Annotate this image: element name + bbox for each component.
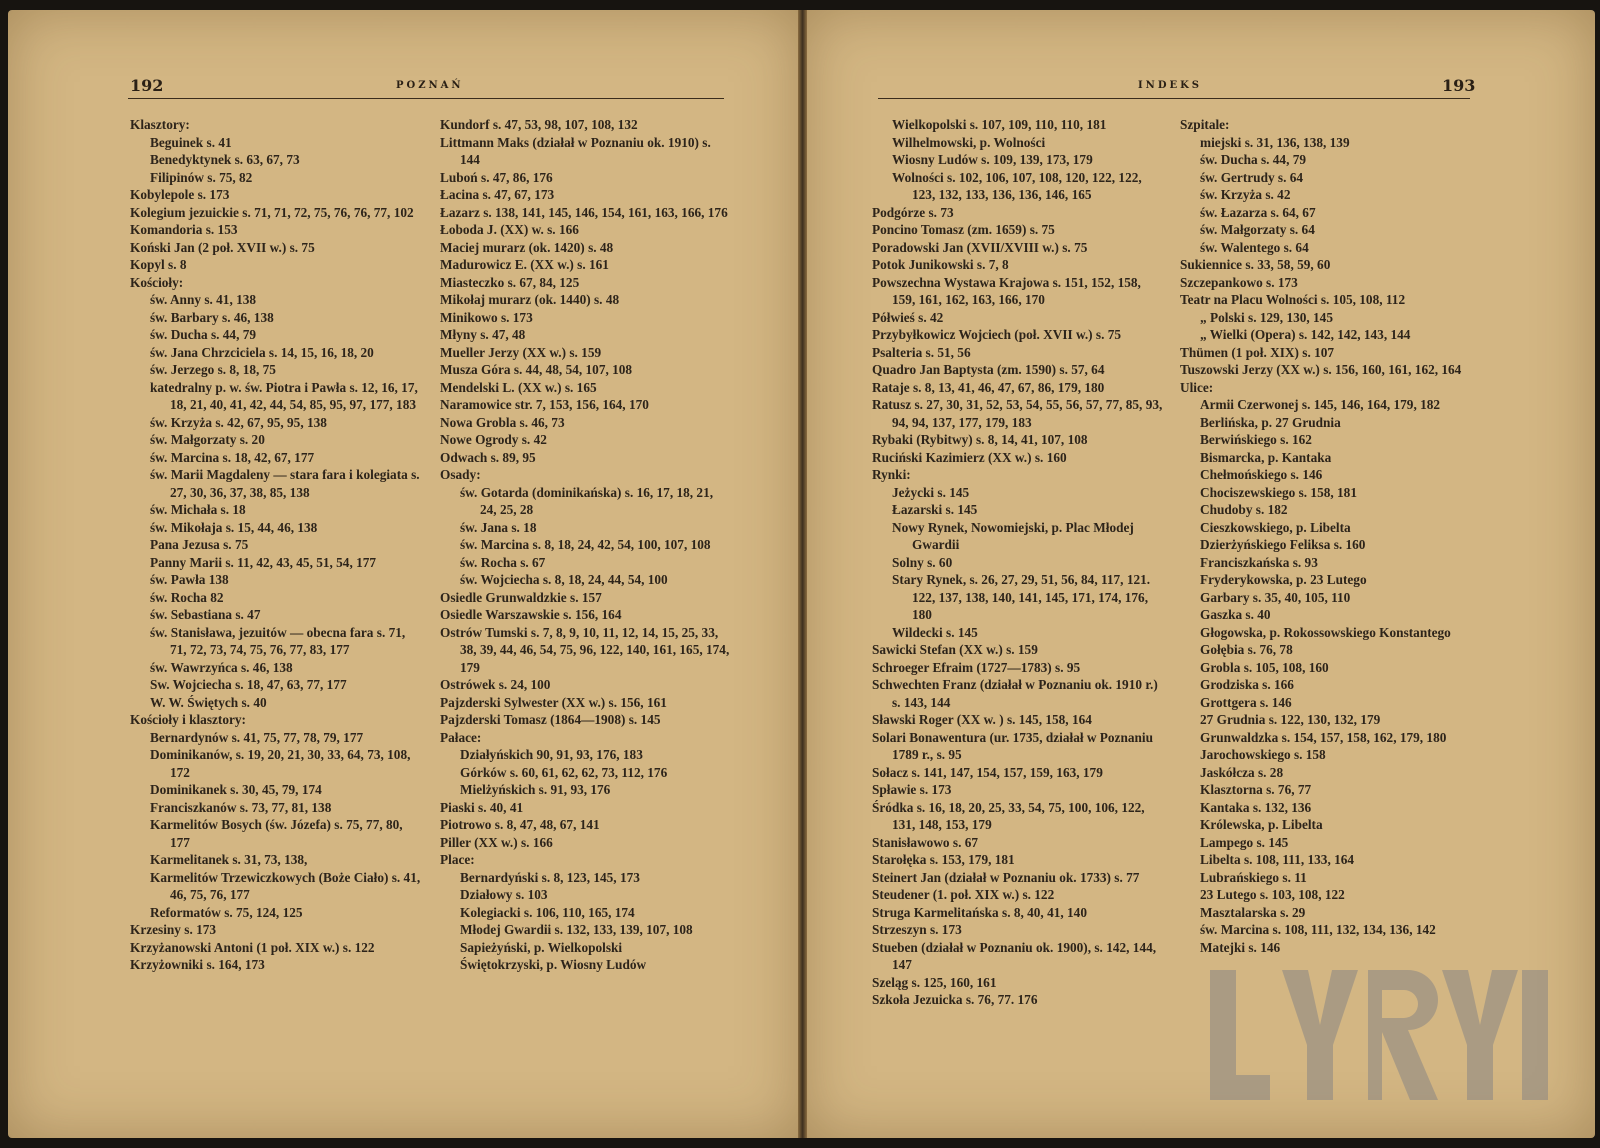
index-entry: Teatr na Placu Wolności s. 105, 108, 112: [1180, 292, 1406, 307]
index-entry: Piller (XX w.) s. 166: [440, 834, 553, 850]
index-subentry: Wildecki s. 145: [892, 624, 978, 640]
index-entry: Spławie s. 173: [872, 782, 952, 797]
book-gutter: [798, 10, 807, 1138]
index-subentry: św. Łazarza s. 64, 67: [1200, 204, 1316, 220]
right-page-number: 193: [1442, 76, 1476, 95]
index-entry: Sukiennice s. 33, 58, 59, 60: [1180, 257, 1331, 272]
index-subentry: św. Gertrudy s. 64: [1200, 169, 1304, 185]
index-entry: Sławski Roger (XX w. ) s. 145, 158, 164: [872, 712, 1092, 727]
index-entry: Szkoła Jezuicka s. 76, 77. 176: [872, 992, 1038, 1007]
index-entry: Poradowski Jan (XVII/XVIII w.) s. 75: [872, 239, 1088, 255]
index-entry: Solari Bonawentura (ur. 1735, działał w Poznaniu 1789 r., s. 95: [872, 729, 1153, 762]
index-subentry: Gaszka s. 40: [1200, 607, 1271, 622]
index-entry: Struga Karmelitańska s. 8, 40, 41, 140: [872, 904, 1087, 920]
index-entry: Pałace:: [440, 729, 482, 745]
index-subentry: Grodziska s. 166: [1200, 677, 1294, 692]
index-subentry: Jaskółcza s. 28: [1200, 764, 1284, 780]
index-subentry: Sw. Wojciecha s. 18, 47, 63, 77, 177: [150, 677, 347, 692]
index-subentry: św. Wojciecha s. 8, 18, 24, 44, 54, 100: [460, 572, 668, 587]
left-index-column-1: [130, 116, 422, 974]
index-subentry: Lubrańskiego s. 11: [1200, 869, 1307, 885]
index-subentry: Jeżycki s. 145: [892, 484, 970, 500]
index-subentry: Filipinów s. 75, 82: [150, 169, 253, 185]
index-subentry: W. W. Świętych s. 40: [150, 694, 267, 710]
index-entry: Littmann Maks (działał w Poznaniu ok. 1910) s. 144: [440, 134, 711, 167]
index-entry: Miasteczko s. 67, 84, 125: [440, 274, 580, 290]
index-entry: Ostrówek s. 24, 100: [440, 677, 551, 692]
index-subentry: Armii Czerwonej s. 145, 146, 164, 179, 182: [1200, 397, 1441, 412]
index-subentry: Bismarcka, p. Kantaka: [1200, 449, 1332, 465]
index-entry: Krzyżowniki s. 164, 173: [130, 957, 265, 972]
index-entry: Tuszowski Jerzy (XX w.) s. 156, 160, 161, 162, 164: [1180, 362, 1462, 377]
index-subentry: Lampego s. 145: [1200, 834, 1289, 850]
index-subentry: Świętokrzyski, p. Wiosny Ludów: [460, 957, 647, 972]
index-entry: Komandoria s. 153: [130, 222, 238, 237]
index-entry: Naramowice str. 7, 153, 156, 164, 170: [440, 397, 649, 412]
index-subentry: św. Pawła 138: [150, 572, 229, 587]
index-subentry: św. Rocha 82: [150, 589, 224, 605]
index-entry: Rybaki (Rybitwy) s. 8, 14, 41, 107, 108: [872, 432, 1088, 447]
index-entry: Ulice:: [1180, 379, 1214, 395]
index-entry: Rynki:: [872, 467, 911, 482]
index-subentry: Działowy s. 103: [460, 887, 548, 902]
index-entry: Szpitale:: [1180, 117, 1230, 132]
index-entry: Przybyłkowicz Wojciech (poł. XVII w.) s. 75: [872, 327, 1122, 342]
index-entry: Schwechten Franz (działał w Poznaniu ok. 1910 r.) s. 143, 144: [872, 677, 1158, 710]
index-entry: Odwach s. 89, 95: [440, 449, 536, 465]
index-entry: Psalteria s. 51, 56: [872, 344, 971, 360]
index-entry: Mikołaj murarz (ok. 1440) s. 48: [440, 292, 620, 307]
index-subentry: Górków s. 60, 61, 62, 62, 73, 112, 176: [460, 764, 668, 780]
index-subentry: św. Małgorzaty s. 20: [150, 432, 265, 447]
index-entry: Kościoły:: [130, 274, 184, 290]
index-entry: Łacina s. 47, 67, 173: [440, 187, 555, 202]
index-subentry: Sapieżyński, p. Wielkopolski: [460, 939, 623, 955]
index-entry: Madurowicz E. (XX w.) s. 161: [440, 257, 609, 272]
index-subentry: Masztalarska s. 29: [1200, 904, 1306, 920]
index-entry: Klasztory:: [130, 117, 190, 132]
index-subentry: Grottgera s. 146: [1200, 694, 1292, 710]
index-entry: Krzyżanowski Antoni (1 poł. XIX w.) s. 122: [130, 939, 375, 955]
index-entry: Szczepankowo s. 173: [1180, 274, 1298, 290]
right-index-column-1: [872, 116, 1164, 1009]
index-subentry: Fryderykowska, p. 23 Lutego: [1200, 572, 1367, 587]
index-subentry: Działyńskich 90, 91, 93, 176, 183: [460, 747, 643, 762]
index-entry: Minikowo s. 173: [440, 309, 533, 325]
right-index-column-2: [1180, 116, 1472, 956]
index-entry: Śródka s. 16, 18, 20, 25, 33, 54, 75, 100, 106, 122, 131, 148, 153, 179: [872, 799, 1145, 832]
index-entry: Osady:: [440, 467, 481, 482]
index-subentry: Królewska, p. Libelta: [1200, 817, 1323, 832]
index-subentry: św. Ducha s. 44, 79: [150, 327, 257, 342]
index-entry: Ratusz s. 27, 30, 31, 52, 53, 54, 55, 56, 57, 77, 85, 93, 94, 94, 137, 177, 179, 183: [872, 397, 1163, 430]
index-entry: Kościoły i klasztory:: [130, 712, 246, 727]
left-header-rule: [128, 98, 724, 99]
index-entry: Strzeszyn s. 173: [872, 922, 962, 937]
index-subentry: Benedyktynek s. 63, 67, 73: [150, 152, 300, 167]
index-subentry: Beguinek s. 41: [150, 134, 232, 150]
index-entry: Koński Jan (2 poł. XVII w.) s. 75: [130, 239, 315, 255]
index-entry: Ostrów Tumski s. 7, 8, 9, 10, 11, 12, 14, 15, 25, 33, 38, 39, 44, 46, 54, 75, 96, 122, 140, 161, 165, 174, 179: [440, 624, 730, 675]
index-subentry: Bernardyński s. 8, 123, 145, 173: [460, 869, 640, 885]
index-subentry: miejski s. 31, 136, 138, 139: [1200, 134, 1350, 150]
index-entry: Krzesiny s. 173: [130, 922, 217, 937]
index-subentry: św. Marcina s. 108, 111, 132, 134, 136, 142: [1200, 922, 1436, 937]
index-subentry: św. Barbary s. 46, 138: [150, 309, 274, 325]
index-subentry: 23 Lutego s. 103, 108, 122: [1200, 887, 1345, 902]
index-subentry: Chociszewskiego s. 158, 181: [1200, 484, 1357, 500]
index-entry: Szeląg s. 125, 160, 161: [872, 974, 997, 990]
index-subentry: Reformatów s. 75, 124, 125: [150, 904, 303, 920]
index-entry: Pajzderski Tomasz (1864—1908) s. 145: [440, 712, 661, 727]
index-subentry: „ Polski s. 129, 130, 145: [1200, 309, 1333, 325]
index-subentry: Gołębia s. 76, 78: [1200, 642, 1293, 657]
index-entry: Półwieś s. 42: [872, 309, 944, 325]
index-entry: Nowe Ogrody s. 42: [440, 432, 547, 447]
index-subentry: Garbary s. 35, 40, 105, 110: [1200, 589, 1351, 605]
index-entry: Osiedle Grunwaldzkie s. 157: [440, 589, 602, 605]
index-subentry: Kolegiacki s. 106, 110, 165, 174: [460, 904, 635, 920]
index-subentry: Mielżyńskich s. 91, 93, 176: [460, 782, 611, 797]
index-subentry: św. Wawrzyńca s. 46, 138: [150, 659, 293, 675]
index-subentry: Karmelitów Trzewiczkowych (Boże Ciało) s. 41, 46, 75, 76, 177: [150, 869, 421, 902]
index-entry: Powszechna Wystawa Krajowa s. 151, 152, 158, 159, 161, 162, 163, 166, 170: [872, 274, 1141, 307]
index-entry: Sawicki Stefan (XX w.) s. 159: [872, 642, 1038, 657]
index-subentry: Wiosny Ludów s. 109, 139, 173, 179: [892, 152, 1093, 167]
index-subentry: Karmelitanek s. 31, 73, 138,: [150, 852, 308, 867]
index-subentry: Dzierżyńskiego Feliksa s. 160: [1200, 537, 1366, 552]
left-running-head: POZNAŃ: [396, 80, 464, 91]
index-subentry: św. Stanisława, jezuitów — obecna fara s. 71, 71, 72, 73, 74, 75, 76, 77, 83, 177: [150, 624, 406, 657]
index-entry: Sołacz s. 141, 147, 154, 157, 159, 163, 179: [872, 764, 1103, 780]
watermark-logo: [1210, 955, 1550, 1110]
index-subentry: Wilhelmowski, p. Wolności: [892, 134, 1046, 150]
index-subentry: Franciszkanów s. 73, 77, 81, 138: [150, 799, 332, 815]
index-entry: Luboń s. 47, 86, 176: [440, 169, 553, 185]
index-subentry: Franciszkańska s. 93: [1200, 554, 1318, 570]
index-entry: Osiedle Warszawskie s. 156, 164: [440, 607, 622, 622]
index-subentry: Grunwaldzka s. 154, 157, 158, 162, 179, 180: [1200, 729, 1447, 745]
index-subentry: „ Wielki (Opera) s. 142, 142, 143, 144: [1200, 327, 1411, 342]
index-subentry: św. Walentego s. 64: [1200, 239, 1309, 255]
index-subentry: Stary Rynek, s. 26, 27, 29, 51, 56, 84, 117, 121. 122, 137, 138, 140, 141, 145, 171, 174, 176, 180: [892, 572, 1151, 622]
index-subentry: Jarochowskiego s. 158: [1200, 747, 1326, 762]
index-entry: Młyny s. 47, 48: [440, 327, 526, 342]
index-entry: Starołęka s. 153, 179, 181: [872, 852, 1015, 867]
index-entry: Mueller Jerzy (XX w.) s. 159: [440, 344, 602, 360]
index-entry: Mendelski L. (XX w.) s. 165: [440, 379, 597, 395]
index-entry: Rataje s. 8, 13, 41, 46, 47, 67, 86, 179, 180: [872, 379, 1105, 395]
index-subentry: św. Małgorzaty s. 64: [1200, 222, 1315, 237]
index-subentry: św. Jana Chrzciciela s. 14, 15, 16, 18, 20: [150, 344, 374, 360]
index-entry: Łoboda J. (XX) w. s. 166: [440, 222, 579, 237]
index-subentry: Grobla s. 105, 108, 160: [1200, 659, 1329, 675]
index-subentry: Bernardynów s. 41, 75, 77, 78, 79, 177: [150, 729, 364, 745]
index-subentry: Pana Jezusa s. 75: [150, 537, 249, 552]
index-entry: Piotrowo s. 8, 47, 48, 67, 141: [440, 817, 600, 832]
index-subentry: św. Michała s. 18: [150, 502, 246, 517]
right-running-head: INDEKS: [1138, 80, 1203, 91]
index-entry: Kundorf s. 47, 53, 98, 107, 108, 132: [440, 117, 638, 132]
index-entry: Thümen (1 poł. XIX) s. 107: [1180, 344, 1335, 360]
index-subentry: św. Krzyża s. 42, 67, 95, 95, 138: [150, 414, 327, 430]
index-subentry: Libelta s. 108, 111, 133, 164: [1200, 852, 1355, 867]
index-entry: Stanisławowo s. 67: [872, 834, 979, 850]
index-entry: Kopyl s. 8: [130, 257, 187, 272]
index-subentry: św. Rocha s. 67: [460, 554, 546, 570]
index-subentry: św. Krzyża s. 42: [1200, 187, 1291, 202]
left-page-number: 192: [130, 76, 164, 95]
index-subentry: Nowy Rynek, Nowomiejski, p. Plac Młodej Gwardii: [892, 519, 1134, 552]
index-subentry: Berlińska, p. 27 Grudnia: [1200, 414, 1341, 430]
index-subentry: Chudoby s. 182: [1200, 502, 1288, 517]
index-subentry: Młodej Gwardii s. 132, 133, 139, 107, 108: [460, 922, 693, 937]
index-subentry: Solny s. 60: [892, 554, 953, 570]
index-subentry: Chełmońskiego s. 146: [1200, 467, 1323, 482]
index-entry: Pajzderski Sylwester (XX w.) s. 156, 161: [440, 694, 667, 710]
index-subentry: św. Gotarda (dominikańska) s. 16, 17, 18, 21, 24, 25, 28: [460, 484, 714, 517]
index-entry: Musza Góra s. 44, 48, 54, 107, 108: [440, 362, 633, 377]
left-index-column-2: [440, 116, 732, 974]
index-subentry: Klasztorna s. 76, 77: [1200, 782, 1312, 797]
index-subentry: św. Sebastiana s. 47: [150, 607, 261, 622]
index-subentry: Panny Marii s. 11, 42, 43, 45, 51, 54, 177: [150, 554, 377, 570]
index-subentry: Dominikanek s. 30, 45, 79, 174: [150, 782, 322, 797]
index-subentry: Wielkopolski s. 107, 109, 110, 110, 181: [892, 117, 1107, 132]
index-subentry: św. Jana s. 18: [460, 519, 537, 535]
index-subentry: św. Marii Magdaleny — stara fara i kolegiata s. 27, 30, 36, 37, 38, 85, 138: [150, 467, 420, 500]
index-subentry: Głogowska, p. Rokossowskiego Konstantego: [1200, 624, 1451, 640]
index-subentry: 27 Grudnia s. 122, 130, 132, 179: [1200, 712, 1381, 727]
index-subentry: Matejki s. 146: [1200, 939, 1281, 955]
index-entry: Nowa Grobla s. 46, 73: [440, 414, 565, 430]
index-entry: Piaski s. 40, 41: [440, 799, 524, 815]
index-subentry: Łazarski s. 145: [892, 502, 978, 517]
right-header-rule: [878, 98, 1470, 99]
index-subentry: św. Mikołaja s. 15, 44, 46, 138: [150, 519, 318, 535]
index-entry: Schroeger Efraim (1727—1783) s. 95: [872, 659, 1081, 675]
index-subentry: Kantaka s. 132, 136: [1200, 799, 1312, 815]
index-subentry: Berwińskiego s. 162: [1200, 432, 1312, 447]
index-subentry: katedralny p. w. św. Piotra i Pawła s. 12, 16, 17, 18, 21, 40, 41, 42, 44, 54, 85, 95, 97, 177, 183: [150, 379, 418, 412]
index-entry: Ruciński Kazimierz (XX w.) s. 160: [872, 449, 1067, 465]
index-entry: Place:: [440, 852, 475, 867]
index-entry: Kobylepole s. 173: [130, 187, 230, 202]
index-entry: Łazarz s. 138, 141, 145, 146, 154, 161, 163, 166, 176: [440, 204, 728, 220]
index-subentry: Dominikanów, s. 19, 20, 21, 30, 33, 64, 73, 108, 172: [150, 747, 411, 780]
index-subentry: Cieszkowskiego, p. Libelta: [1200, 519, 1351, 535]
index-entry: Poncino Tomasz (zm. 1659) s. 75: [872, 222, 1055, 237]
index-subentry: Karmelitów Bosych (św. Józefa) s. 75, 77, 80, 177: [150, 817, 403, 850]
index-entry: Maciej murarz (ok. 1420) s. 48: [440, 239, 614, 255]
index-entry: Podgórze s. 73: [872, 204, 954, 220]
index-entry: Kolegium jezuickie s. 71, 71, 72, 75, 76, 76, 77, 102: [130, 204, 414, 220]
index-entry: Steudener (1. poł. XIX w.) s. 122: [872, 887, 1055, 902]
index-subentry: św. Marcina s. 8, 18, 24, 42, 54, 100, 107, 108: [460, 537, 711, 552]
index-subentry: św. Anny s. 41, 138: [150, 292, 257, 307]
index-entry: Steinert Jan (działał w Poznaniu ok. 1733) s. 77: [872, 869, 1140, 885]
index-entry: Potok Junikowski s. 7, 8: [872, 257, 1009, 272]
index-subentry: św. Ducha s. 44, 79: [1200, 152, 1307, 167]
index-subentry: Wolności s. 102, 106, 107, 108, 120, 122, 122, 123, 132, 133, 136, 136, 146, 165: [892, 169, 1142, 202]
index-entry: Quadro Jan Baptysta (zm. 1590) s. 57, 64: [872, 362, 1105, 377]
index-subentry: św. Jerzego s. 8, 18, 75: [150, 362, 276, 377]
index-subentry: św. Marcina s. 18, 42, 67, 177: [150, 449, 315, 465]
index-entry: Stueben (działał w Poznaniu ok. 1900), s. 142, 144, 147: [872, 939, 1157, 972]
